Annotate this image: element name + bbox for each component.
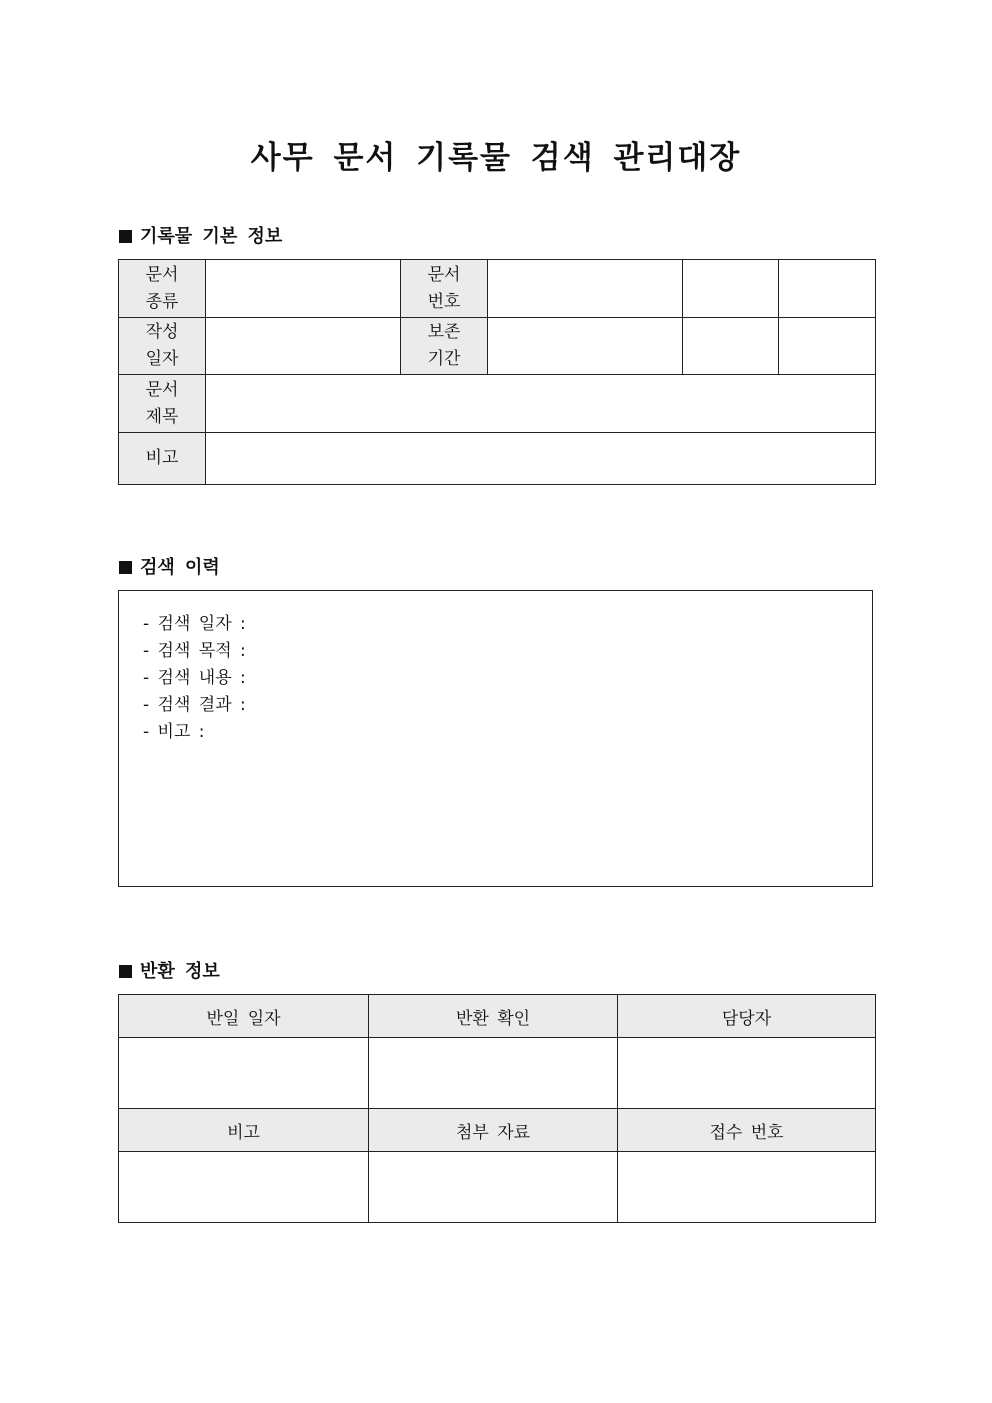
- section-heading-label: 반환 정보: [140, 961, 220, 982]
- label-doc-title: 문서 제목: [119, 375, 206, 433]
- field-manager[interactable]: [618, 1038, 876, 1109]
- field-return-date[interactable]: [119, 1038, 369, 1109]
- header-attachments: 첨부 자료: [369, 1109, 618, 1152]
- header-receipt-number: 접수 번호: [618, 1109, 876, 1152]
- field-doc-number[interactable]: [488, 260, 683, 318]
- history-line-purpose: - 검색 목적 :: [143, 641, 246, 661]
- search-history-box[interactable]: [118, 590, 873, 887]
- basic-info-table: [118, 259, 876, 485]
- field-remarks[interactable]: [206, 433, 876, 485]
- header-return-remarks: 비고: [119, 1109, 369, 1152]
- square-bullet-icon: [119, 561, 132, 574]
- field-extra-1[interactable]: [683, 260, 779, 318]
- label-doc-number: 문서 번호: [401, 260, 488, 318]
- history-line-result: - 검색 결과 :: [143, 695, 246, 715]
- field-write-date[interactable]: [206, 318, 401, 375]
- field-return-confirm[interactable]: [369, 1038, 618, 1109]
- header-return-date: 반일 일자: [119, 995, 369, 1038]
- section-heading-return: [119, 957, 220, 983]
- field-receipt-number[interactable]: [618, 1152, 876, 1223]
- field-extra-3[interactable]: [683, 318, 779, 375]
- field-doc-title[interactable]: [206, 375, 876, 433]
- history-line-date: - 검색 일자 :: [143, 614, 246, 634]
- section-heading-label: 검색 이력: [140, 557, 220, 578]
- square-bullet-icon: [119, 965, 132, 978]
- section-heading-history: [119, 553, 220, 579]
- field-extra-2[interactable]: [779, 260, 876, 318]
- page-title: 사무 문서 기록물 검색 관리대장: [250, 140, 742, 176]
- section-heading-basic-info: [119, 222, 282, 248]
- field-extra-4[interactable]: [779, 318, 876, 375]
- label-doc-type: 문서 종류: [119, 260, 206, 318]
- history-line-remarks: - 비고 :: [143, 722, 205, 742]
- field-return-remarks[interactable]: [119, 1152, 369, 1223]
- field-doc-type[interactable]: [206, 260, 401, 318]
- field-attachments[interactable]: [369, 1152, 618, 1223]
- square-bullet-icon: [119, 230, 132, 243]
- return-info-table: [118, 994, 876, 1223]
- header-return-confirm: 반환 확인: [369, 995, 618, 1038]
- history-line-content: - 검색 내용 :: [143, 668, 246, 688]
- label-retention: 보존 기간: [401, 318, 488, 375]
- field-retention[interactable]: [488, 318, 683, 375]
- header-manager: 담당자: [618, 995, 876, 1038]
- label-write-date: 작성 일자: [119, 318, 206, 375]
- section-heading-label: 기록물 기본 정보: [140, 226, 283, 247]
- label-remarks: 비고: [119, 433, 206, 485]
